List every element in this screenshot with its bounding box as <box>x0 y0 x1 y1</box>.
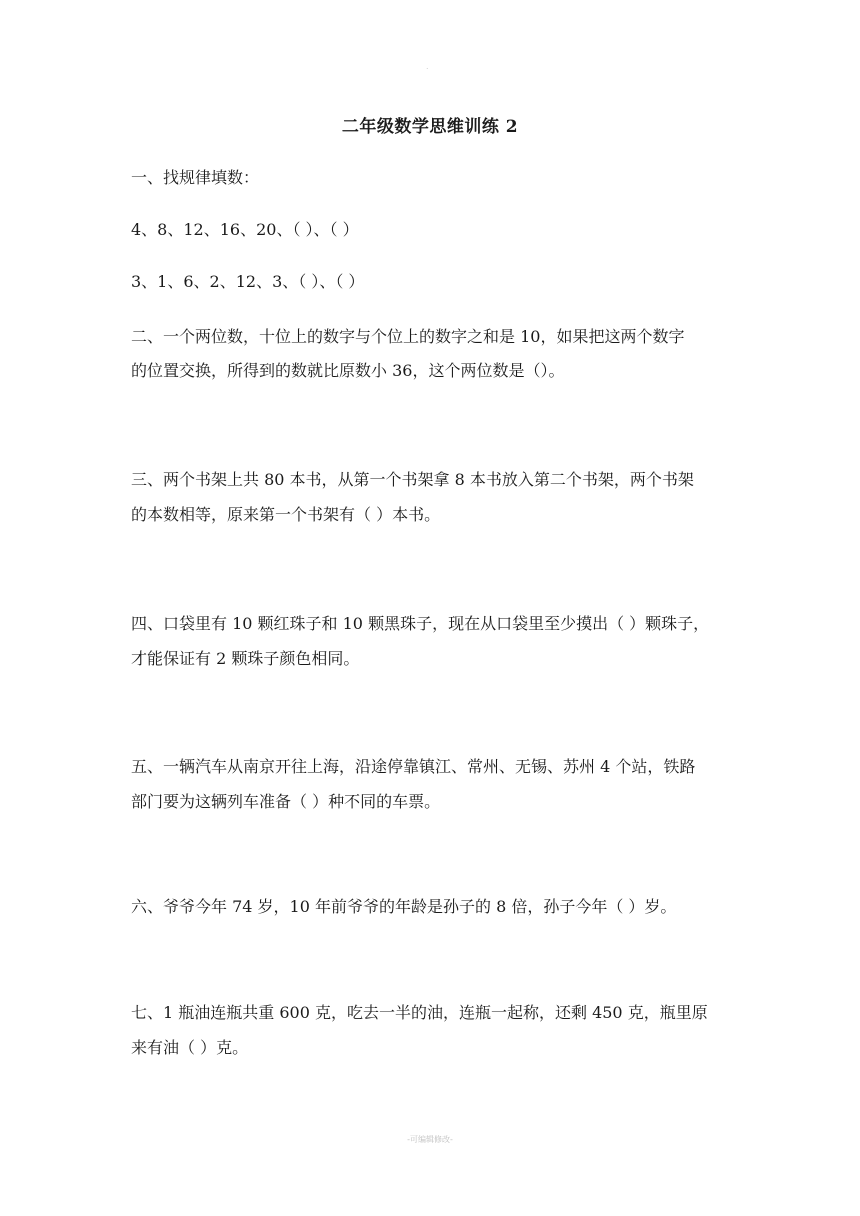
question-6-line-1: 六、爷爷今年 74 岁，10 年前爷爷的年龄是孙子的 8 倍，孙子今年（ ）岁。 <box>131 897 677 916</box>
sequence-1: 4、8、12、16、20、（ ）、（ ） <box>131 220 359 239</box>
section-1-heading: 一、找规律填数： <box>131 168 260 187</box>
question-7-line-2: 来有油（ ）克。 <box>131 1038 249 1057</box>
question-3-line-1: 三、两个书架上共 80 本书，从第一个书架拿 8 本书放入第二个书架，两个书架 <box>131 470 694 489</box>
question-7-line-1: 七、1 瓶油连瓶共重 600 克，吃去一半的油，连瓶一起称，还剩 450 克，瓶里原 <box>131 1003 708 1022</box>
question-4-line-2: 才能保证有 2 颗珠子颜色相同。 <box>131 649 360 668</box>
page-title: 二年级数学思维训练 2 <box>341 117 519 137</box>
question-4-line-1: 四、口袋里有 10 颗红珠子和 10 颗黑珠子，现在从口袋里至少摸出（ ）颗珠子， <box>131 614 710 633</box>
question-2-line-2: 的位置交换，所得到的数就比原数小 36，这个两位数是（）。 <box>131 361 565 380</box>
question-5-line-2: 部门要为这辆列车准备（ ）种不同的车票。 <box>131 792 441 811</box>
top-mark: . <box>426 62 429 71</box>
footer-note: -可编辑修改- <box>407 1135 453 1144</box>
question-2-line-1: 二、一个两位数，十位上的数字与个位上的数字之和是 10，如果把这两个数字 <box>131 327 685 346</box>
question-3-line-2: 的本数相等，原来第一个书架有（ ）本书。 <box>131 505 441 524</box>
question-5-line-1: 五、一辆汽车从南京开往上海，沿途停靠镇江、常州、无锡、苏州 4 个站，铁路 <box>131 757 696 776</box>
sequence-2: 3、1、6、2、12、3、（ ）、（ ） <box>131 272 365 291</box>
